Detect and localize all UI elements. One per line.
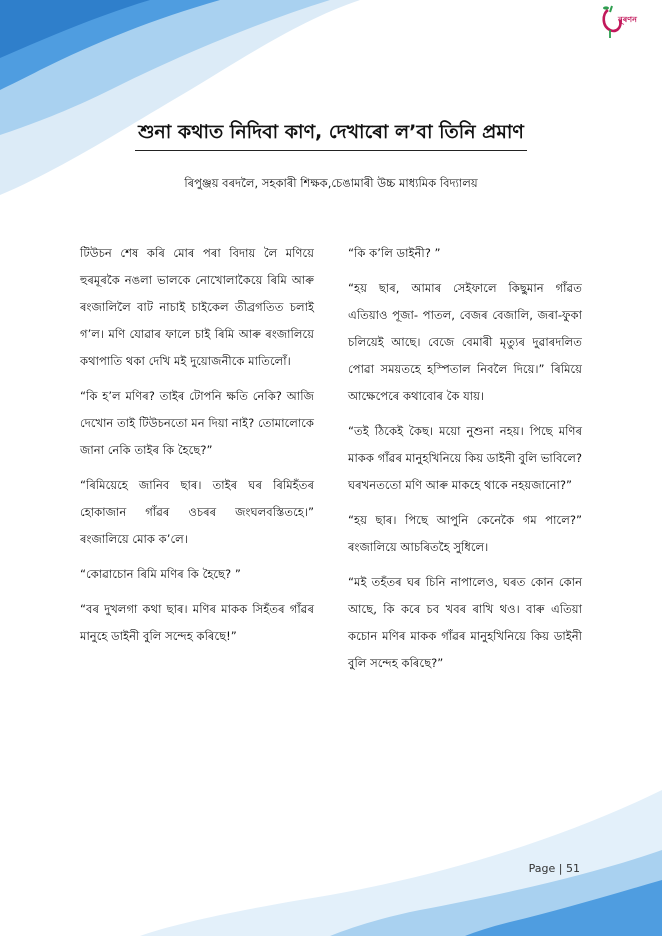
left-column bbox=[80, 240, 314, 658]
paragraph: টিউচন শেষ কৰি মোৰ পৰা বিদায় লৈ মণিয়ে হুৰমূৰকৈ নঙলা ভালকে নোখোলাকৈয়ে ৰিমি আৰু ৰংজালিলৈ বাট নাচাই চাইকেল তীব্ৰগতিত চলাই গ’ল। মণি যোৱাৰ ফালে চাই ৰিমি আৰু ৰংজালিয়ে কথাপাতি থকা দেখি মই দুয়োজনীকে মাতিলোঁ। bbox=[80, 246, 314, 368]
paragraph: “মই তহঁতৰ ঘৰ চিনি নাপালেও, ঘৰত কোন কোন আছে, কি কৰে চব খবৰ ৰাখি থও। বাৰু এতিয়া কচোন মণিৰ মাকক গাঁৱৰ মানুহখিনিয়ে কিয় ডাইনী বুলি সন্দেহ কৰিছে?” bbox=[348, 575, 582, 670]
author-line: ৰিপুঞ্জয় বৰদলৈ, সহকাৰী শিক্ষক,চেঙামাৰী উচ্চ মাধ্যমিক বিদ্যালয় bbox=[184, 176, 478, 190]
paragraph: “তই ঠিকেই কৈছ। ময়ো নুশুনা নহয়। পিছে মণিৰ মাকক গাঁৱৰ মানুহখিনিয়ে কিয় ডাইনী বুলি ভাবিলে? ঘৰখনততো মণি আৰু মাকহে থাকে নহয়জানো?” bbox=[348, 424, 582, 492]
paragraph: “হয় ছাৰ। পিছে আপুনি কেনেকৈ গম পালে?” ৰংজালিয়ে আচৰিতহৈ সুধিলে। bbox=[348, 513, 582, 554]
article-title: শুনা কথাত নিদিবা কাণ, দেখাৰো ল’বা তিনি প্ৰমাণ bbox=[138, 121, 524, 143]
paragraph: “কি হ’ল মণিৰ? তাইৰ টোপনি ক্ষতি নেকি? আজি দেখোন তাই টিউচনতো মন দিয়া নাই? তোমালোকে জানা নেকি তাইৰ কি হৈছে?” bbox=[80, 389, 314, 457]
paragraph: “কি ক’লি ডাইনী? ” bbox=[348, 246, 441, 260]
logo-text: নূৰণন bbox=[618, 15, 637, 24]
paragraph: “বৰ দুখলগা কথা ছাৰ। মণিৰ মাকক সিহঁতৰ গাঁৱৰ মানুহে ডাইনী বুলি সন্দেহ কৰিছে!” bbox=[80, 602, 314, 643]
paragraph: “কোৱাচোন ৰিমি মণিৰ কি হৈছে? ” bbox=[80, 567, 241, 581]
logo bbox=[598, 4, 648, 40]
paragraph: “ৰিমিয়েহে জানিব ছাৰ। তাইৰ ঘৰ ৰিমিহঁতৰ হোকাজান গাঁৱৰ ওচৰৰ জংঘলবস্তিতহে।” ৰংজালিয়ে মোক ক’লে। bbox=[80, 478, 314, 546]
right-column bbox=[348, 240, 582, 685]
page-number: Page | 51 bbox=[528, 862, 580, 875]
title-underline bbox=[135, 150, 527, 151]
paragraph: “হয় ছাৰ, আমাৰ সেইফালে কিছুমান গাঁৱত এতিয়াও পূজা- পাতল, বেজৰ বেজালি, জৰা-ফুকা চলিয়েই আছে। বেজে বেমাৰী মৃত্যুৰ দুৱাৰদলিত পোৱা সময়তহে হস্পিতাল নিবলৈ দিয়ে।” ৰিমিয়ে আক্ষেপেৰে কথাবোৰ কৈ যায়। bbox=[348, 281, 582, 403]
